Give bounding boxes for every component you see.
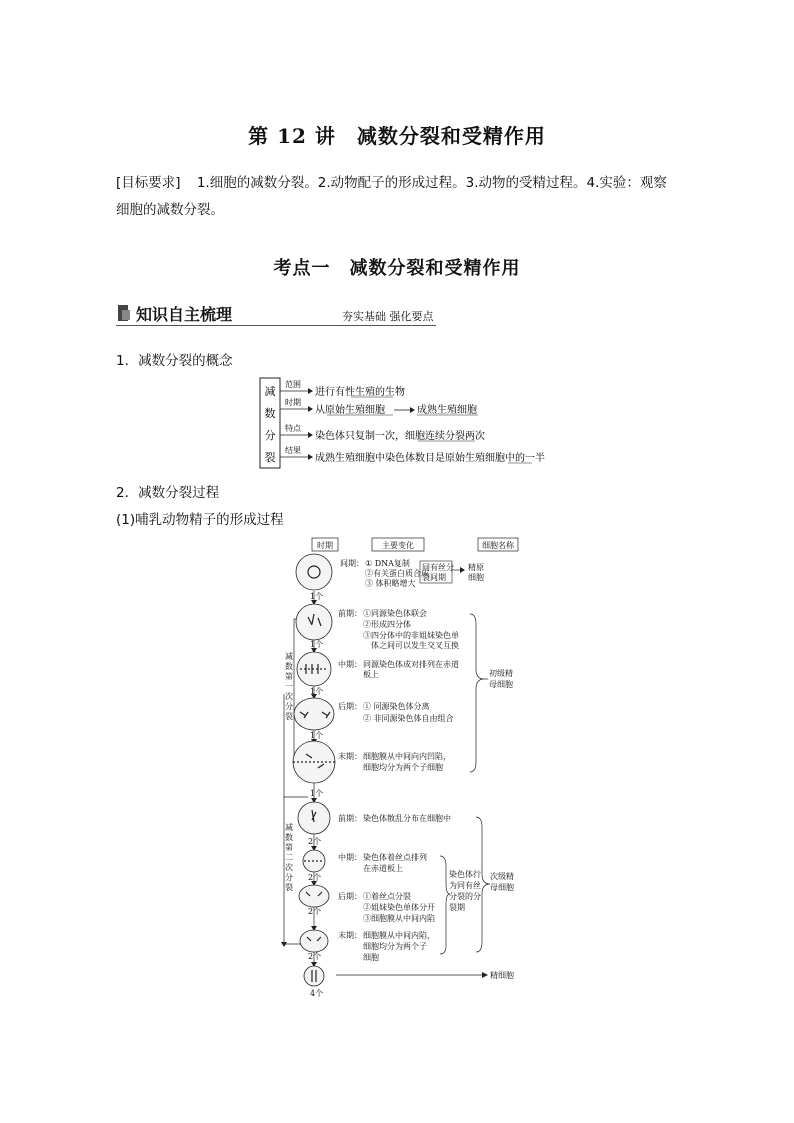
count-5: 1个: [310, 789, 324, 798]
m2-metaphase-label: 中期：: [338, 853, 362, 862]
interphase-note-1: 同有丝分: [422, 563, 454, 572]
section-title: 知识自主梳理: [136, 305, 233, 324]
concept-key-period: 时期: [285, 398, 301, 407]
m2-note-2: 为同有丝: [449, 881, 481, 890]
count-8: 2个: [308, 907, 322, 916]
concept-diagram: [258, 376, 548, 472]
section-header: [116, 300, 436, 326]
count-3: 1个: [310, 687, 324, 696]
meiosis2-label-char: 次: [285, 863, 293, 872]
m1-telophase-label: 末期：: [338, 752, 362, 761]
interphase-line-2: ②有关蛋白质合成: [365, 569, 429, 578]
goals-label: [目标要求]: [116, 175, 181, 191]
primary-name-2: 母细胞: [489, 680, 513, 689]
section-underline: [116, 325, 436, 326]
header-change: 主要变化: [382, 541, 414, 550]
goals-text: 1.细胞的减数分裂。2.动物配子的形成过程。3.动物的受精过程。4.实验：观察: [196, 175, 667, 191]
spermatogenesis-diagram: [270, 534, 530, 1004]
meiosis1-label-char: 第: [285, 672, 293, 681]
m1-metaphase-line-1: 同源染色体成对排列在赤道: [363, 660, 459, 669]
interphase-note-2: 裂间期: [422, 573, 446, 582]
meiosis2-label-char: 分: [285, 873, 293, 882]
m2-metaphase-line-2: 在赤道板上: [363, 864, 403, 873]
secondary-name-2: 母细胞: [490, 883, 514, 892]
m1-prophase-label: 前期：: [338, 609, 362, 618]
m1-prophase-line-4: 体之间可以发生交叉互换: [371, 641, 459, 650]
interphase-name-1: 精原: [468, 563, 484, 572]
concept-val-feature: 染色体只复制一次，细胞连续分裂两次: [315, 431, 485, 442]
m1-metaphase-label: 中期：: [338, 660, 362, 669]
m1-metaphase-line-2: 板上: [363, 670, 379, 679]
concept-char-3: 分: [264, 429, 276, 442]
meiosis1-label: [285, 651, 293, 721]
count-9: 2个: [308, 952, 322, 961]
meiosis1-label-char: 裂: [285, 712, 293, 721]
m1-telophase-line-2: 细胞均分为两个子细胞: [363, 763, 443, 772]
concept-val-result: 成熟生殖细胞中染色体数目是原始生殖细胞中的一半: [315, 453, 545, 464]
cell-m2-prophase: [298, 802, 330, 834]
count-7: 2个: [308, 873, 322, 882]
section-subtitle: 夯实基础 强化要点: [342, 310, 434, 323]
m1-prophase-line-1: ①同源染色体联会: [363, 609, 427, 618]
m2-anaphase-line-1: ①着丝点分裂: [363, 892, 411, 901]
m1-telophase-line-1: 细胞膜从中间向内凹陷，: [363, 752, 451, 761]
interphase-name-2: 细胞: [468, 573, 484, 582]
meiosis1-label-char: 一: [285, 682, 293, 691]
item-1-heading: 1．减数分裂的概念: [116, 353, 233, 369]
m2-anaphase-line-2: ②姐妹染色单体分开: [363, 903, 435, 912]
cell-m2-anaphase: [299, 885, 329, 907]
interphase-line-1: ① DNA复制: [365, 559, 410, 568]
learning-goals: [116, 170, 682, 224]
sperm-name: 精细胞: [490, 971, 514, 980]
concept-val-period-a: 从原始生殖细胞: [315, 405, 385, 416]
item-2-heading: 2．减数分裂过程: [116, 485, 220, 501]
count-2: 1个: [310, 640, 324, 649]
m2-note-4: 裂期: [449, 903, 465, 912]
primary-name-1: 初级精: [489, 669, 513, 678]
concept-key-result: 结果: [285, 446, 301, 455]
m2-telophase-label: 末期：: [338, 931, 362, 940]
interphase-label: 间期：: [340, 559, 364, 568]
concept-char-4: 裂: [264, 451, 276, 464]
goals-text-cont: 细胞的减数分裂。: [116, 202, 224, 218]
cell-sperm: [304, 966, 324, 986]
meiosis2-label-char: 数: [285, 833, 293, 842]
meiosis1-label-char: 减: [285, 652, 293, 661]
count-1: 1个: [310, 592, 324, 601]
interphase-line-3: ③ 体积略增大: [365, 579, 416, 588]
m2-telophase-line-2: 细胞均分为两个子: [363, 942, 427, 951]
concept-char-1: 减: [264, 385, 276, 398]
section-marker-icon-2: [122, 310, 130, 320]
m1-anaphase-label: 后期：: [338, 702, 362, 711]
secondary-name-1: 次级精: [490, 872, 514, 881]
concept-key-scope: 范围: [285, 380, 301, 389]
point-title: 考点一 减数分裂和受精作用: [273, 258, 521, 279]
m1-prophase-line-3: ③四分体中的非姐妹染色单: [363, 631, 459, 640]
count-4: 1个: [310, 731, 324, 740]
meiosis2-label: [285, 822, 293, 892]
cell-interphase: [296, 554, 332, 590]
m2-metaphase-line-1: 染色体着丝点排列: [363, 853, 427, 862]
meiosis2-label-char: 减: [285, 823, 293, 832]
count-6: 2个: [308, 837, 322, 846]
m1-prophase-line-2: ②形成四分体: [363, 620, 411, 629]
item-2-1-heading: (1)哺乳动物精子的形成过程: [116, 512, 284, 528]
page-title: 第 12 讲 减数分裂和受精作用: [248, 124, 546, 148]
m2-telophase-line-3: 细胞: [363, 953, 379, 962]
meiosis1-label-char: 分: [285, 702, 293, 711]
m2-prophase-label: 前期：: [338, 814, 362, 823]
header-period: 时期: [317, 541, 333, 550]
m2-telophase-line-1: 细胞膜从中间内陷，: [363, 931, 435, 940]
meiosis2-label-char: 第: [285, 843, 293, 852]
meiosis1-label-char: 次: [285, 692, 293, 701]
cell-m2-telophase: [300, 930, 328, 952]
count-10: 4个: [310, 989, 324, 998]
m1-anaphase-line-2: ② 非同源染色体自由组合: [363, 714, 454, 723]
concept-val-period-b: 成熟生殖细胞: [417, 405, 477, 416]
m2-anaphase-label: 后期：: [338, 892, 362, 901]
meiosis2-label-char: 二: [285, 853, 293, 862]
concept-char-2: 数: [264, 407, 276, 420]
m1-anaphase-line-1: ① 同源染色体分离: [363, 702, 430, 711]
m2-note-1: 染色体行: [449, 870, 481, 879]
concept-val-scope: 进行有性生殖的生物: [315, 387, 405, 398]
meiosis2-label-char: 裂: [285, 883, 293, 892]
concept-key-feature: 特点: [285, 424, 301, 433]
m2-prophase-line-1: 染色体散乱分布在细胞中: [363, 814, 451, 823]
m2-note-3: 分裂的分: [449, 892, 481, 901]
m2-anaphase-line-3: ③细胞膜从中间内陷: [363, 914, 435, 923]
header-name: 细胞名称: [482, 541, 514, 550]
meiosis1-label-char: 数: [285, 662, 293, 671]
cell-m1-prophase: [296, 604, 332, 640]
